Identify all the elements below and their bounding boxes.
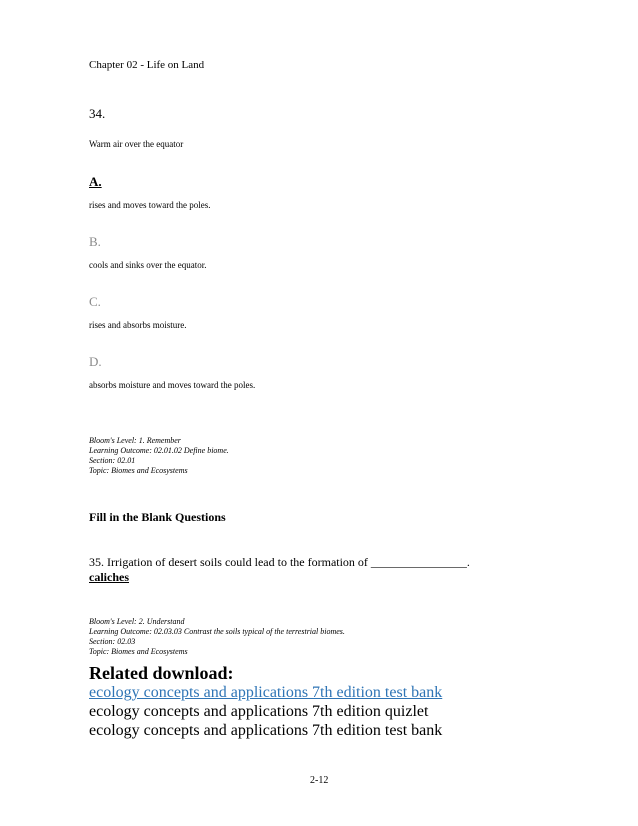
option-c-letter: C. <box>89 294 101 309</box>
option-b-text: cools and sinks over the equator. <box>89 260 207 270</box>
meta-section: Section: 02.03 <box>89 637 136 646</box>
option-a-text: rises and moves toward the poles. <box>89 200 211 210</box>
question-34-number: 34. <box>89 106 106 121</box>
meta-section: Section: 02.01 <box>89 456 136 465</box>
option-a-letter: A. <box>89 174 102 189</box>
option-c-text: rises and absorbs moisture. <box>89 320 187 330</box>
related-line-quizlet: ecology concepts and applications 7th edition quizlet <box>89 703 429 720</box>
option-d-text: absorbs moisture and moves toward the poles. <box>89 380 256 390</box>
option-d-letter: D. <box>89 354 102 369</box>
question-34-stem: Warm air over the equator <box>89 139 184 149</box>
question-35-answer: caliches <box>89 570 129 584</box>
meta-blooms-level: Bloom's Level: 2. Understand <box>89 617 185 626</box>
page-number: 2-12 <box>310 775 329 786</box>
meta-topic: Topic: Biomes and Ecosystems <box>89 647 188 656</box>
related-download-link[interactable]: ecology concepts and applications 7th edition test bank <box>89 684 443 701</box>
related-download-title: Related download: <box>89 663 234 683</box>
fill-in-blank-title: Fill in the Blank Questions <box>89 510 226 524</box>
meta-topic: Topic: Biomes and Ecosystems <box>89 466 188 475</box>
chapter-header: Chapter 02 - Life on Land <box>89 59 205 71</box>
question-34-metadata <box>89 436 229 476</box>
question-35-text: 35. Irrigation of desert soils could lead to the formation of ________________. <box>89 555 470 569</box>
related-line-test-bank: ecology concepts and applications 7th edition test bank <box>89 722 443 739</box>
question-35-metadata <box>89 617 345 657</box>
meta-learning-outcome: Learning Outcome: 02.01.02 Define biome. <box>89 446 229 455</box>
option-b-letter: B. <box>89 234 101 249</box>
meta-blooms-level: Bloom's Level: 1. Remember <box>89 436 181 445</box>
meta-learning-outcome: Learning Outcome: 02.03.03 Contrast the soils typical of the terrestrial biomes. <box>89 627 345 636</box>
